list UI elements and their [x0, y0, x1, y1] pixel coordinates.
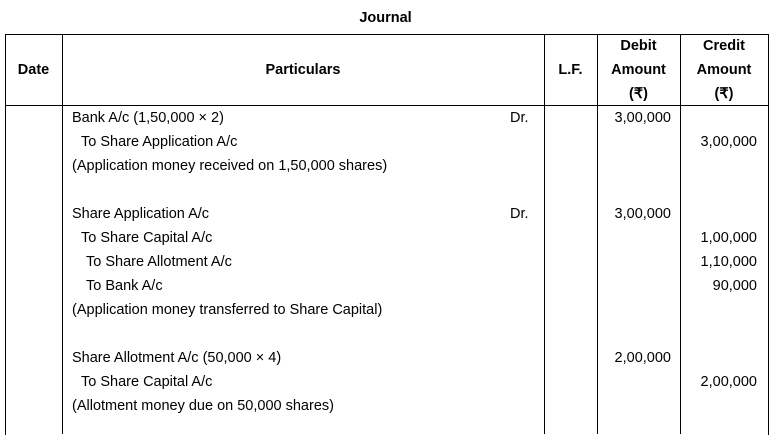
entry-1-credit-account: To Share Application A/c: [81, 134, 238, 150]
entry-2-credit-account-1: To Share Capital A/c: [81, 230, 213, 246]
entry-2-credit-amount-1: 1,00,000: [700, 230, 757, 246]
entry-3-credit-account: To Share Capital A/c: [81, 374, 213, 390]
entry-2-debit-amount: 3,00,000: [614, 206, 671, 222]
entry-3-debit-amount: 2,00,000: [614, 350, 671, 366]
header-credit-line2: Amount: [696, 62, 752, 78]
header-credit-line1: Credit: [703, 38, 745, 54]
entry-2-credit-account-3: To Bank A/c: [86, 278, 163, 294]
entry-2-credit-amount-2: 1,10,000: [700, 254, 757, 270]
entry-1-dr-marker: Dr.: [510, 110, 529, 126]
entry-2-debit-account: Share Application A/c: [72, 206, 210, 222]
column-divider-particulars: [544, 34, 545, 434]
header-credit-line3: (₹): [714, 86, 734, 102]
entry-1-debit-account: Bank A/c (1,50,000 × 2): [72, 110, 224, 126]
column-divider-date: [62, 34, 63, 434]
entry-1-narration: (Application money received on 1,50,000 shares): [72, 158, 388, 174]
entry-2-credit-account-2: To Share Allotment A/c: [86, 254, 232, 270]
entry-2-credit-amount-3: 90,000: [712, 278, 757, 294]
header-lf: L.F.: [558, 62, 583, 78]
header-debit-line2: Amount: [611, 62, 666, 78]
header-debit-line3: (₹): [629, 86, 648, 102]
journal-title: Journal: [359, 10, 412, 26]
entry-3-narration: (Allotment money due on 50,000 shares): [72, 398, 334, 414]
entry-3-credit-amount: 2,00,000: [700, 374, 757, 390]
entry-2-dr-marker: Dr.: [510, 206, 529, 222]
header-debit-line1: Debit: [620, 38, 657, 54]
header-date: Date: [17, 62, 50, 78]
entry-1-credit-amount: 3,00,000: [700, 134, 757, 150]
header-particulars: Particulars: [265, 62, 341, 78]
entry-1-debit-amount: 3,00,000: [614, 110, 671, 126]
entry-2-narration: (Application money transferred to Share Capital): [72, 302, 383, 318]
entry-3-debit-account: Share Allotment A/c (50,000 × 4): [72, 350, 282, 366]
